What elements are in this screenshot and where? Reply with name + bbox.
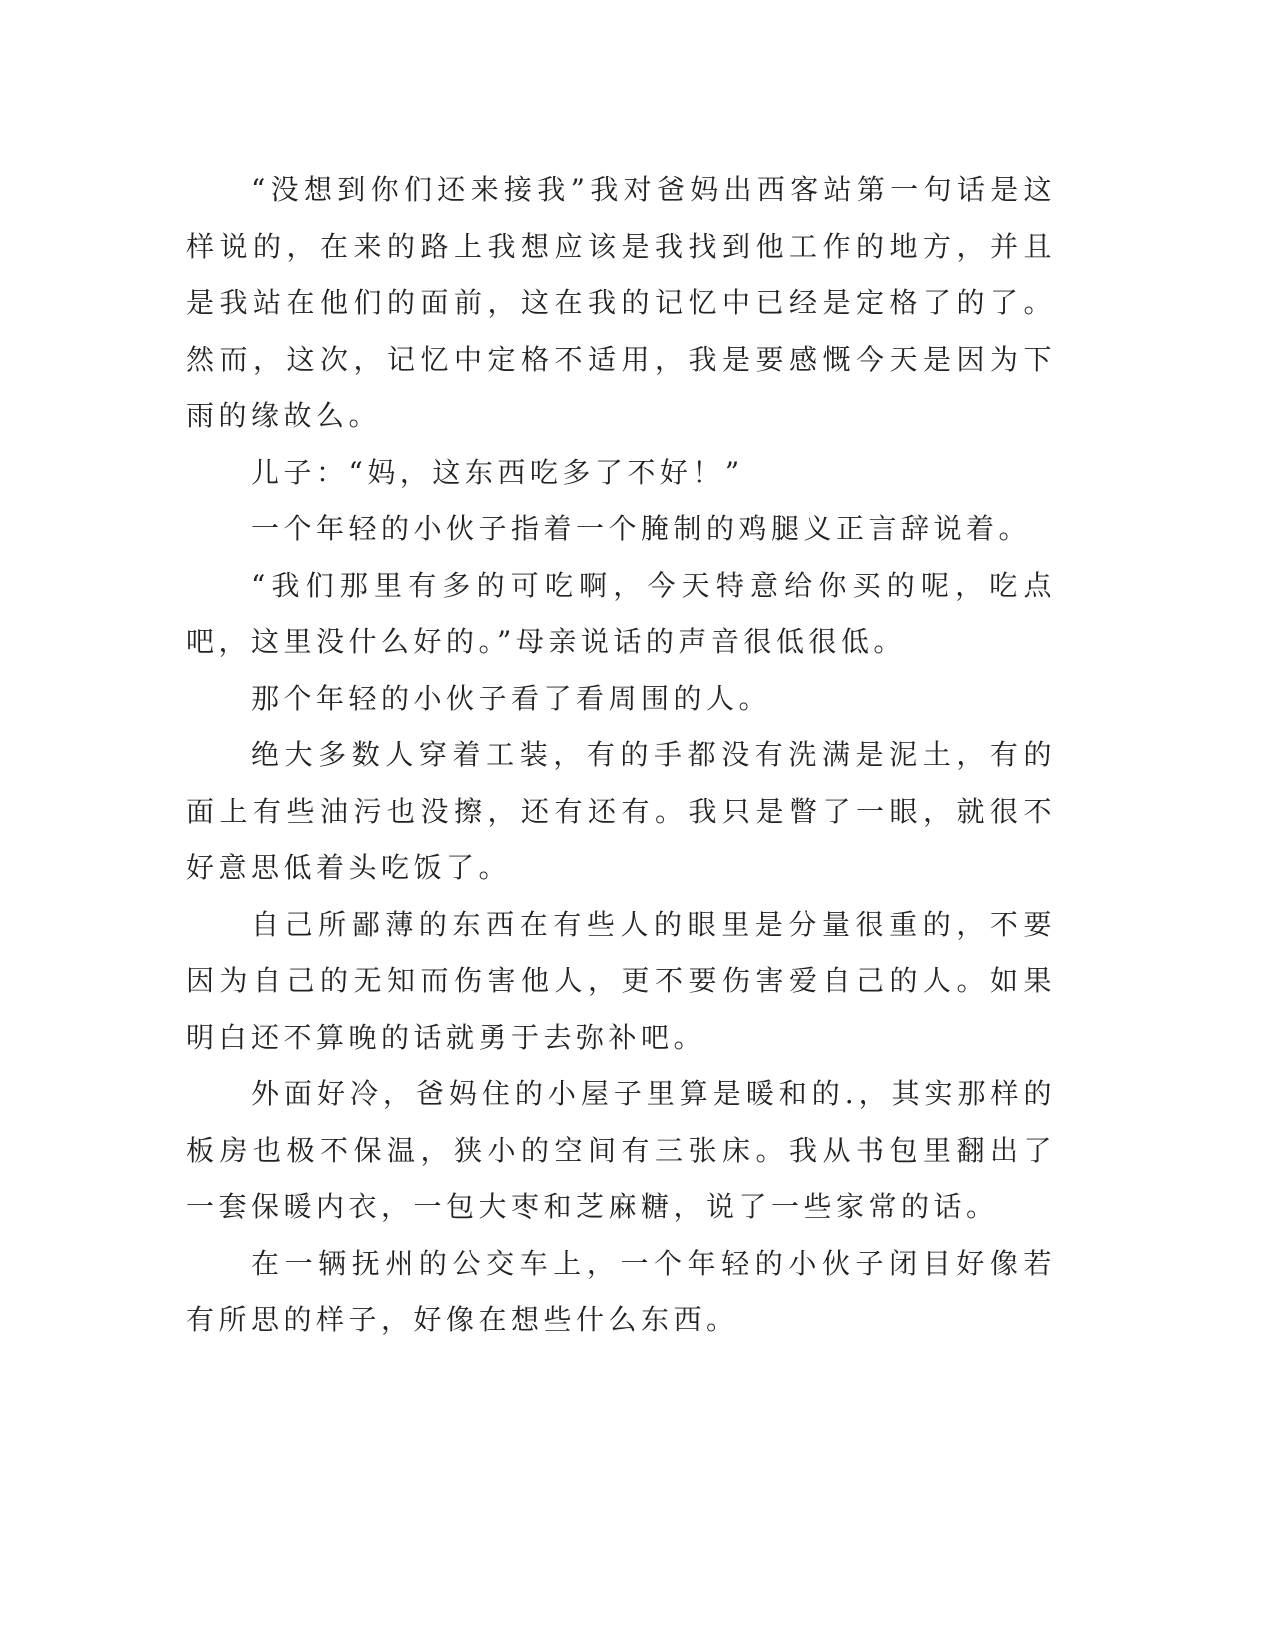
paragraph: “我们那里有多的可吃啊，今天特意给你买的呢，吃点吧，这里没什么好的。”母亲说话的声音很低很低。 — [186, 568, 1056, 658]
paragraph: 外面好冷，爸妈住的小屋子里算是暖和的.，其实那样的板房也极不保温，狭小的空间有三张床。我从书包里翻出了一套保暖内衣，一包大枣和芝麻糖，说了一些家常的话。 — [186, 1077, 1056, 1223]
paragraph: 在一辆抚州的公交车上，一个年轻的小伙子闭目好像若有所思的样子，好像在想些什么东西。 — [186, 1246, 1056, 1336]
paragraph: 那个年轻的小伙子看了看周围的人。 — [251, 681, 772, 715]
paragraph: 自己所鄙薄的东西在有些人的眼里是分量很重的，不要因为自己的无知而伤害他人，更不要伤害爱自己的人。如果明白还不算晚的话就勇于去弥补吧。 — [186, 907, 1056, 1054]
paragraph: “没想到你们还来接我”我对爸妈出西客站第一句话是这样说的，在来的路上我想应该是我找到他工作的地方，并且是我站在他们的面前，这在我的记忆中已经是定格了的了。然而，这次，记忆中定格不适用，我是要感慨今天是因为下雨的缘故么。 — [186, 173, 1056, 432]
document-body — [186, 162, 1056, 1349]
paragraph: 儿子：“妈，这东西吃多了不好！” — [251, 455, 744, 489]
paragraph: 绝大多数人穿着工装，有的手都没有洗满是泥土，有的面上有些油污也没擦，还有还有。我只是瞥了一眼，就很不好意思低着头吃饭了。 — [186, 738, 1056, 884]
paragraph: 一个年轻的小伙子指着一个腌制的鸡腿义正言辞说着。 — [251, 512, 1032, 545]
